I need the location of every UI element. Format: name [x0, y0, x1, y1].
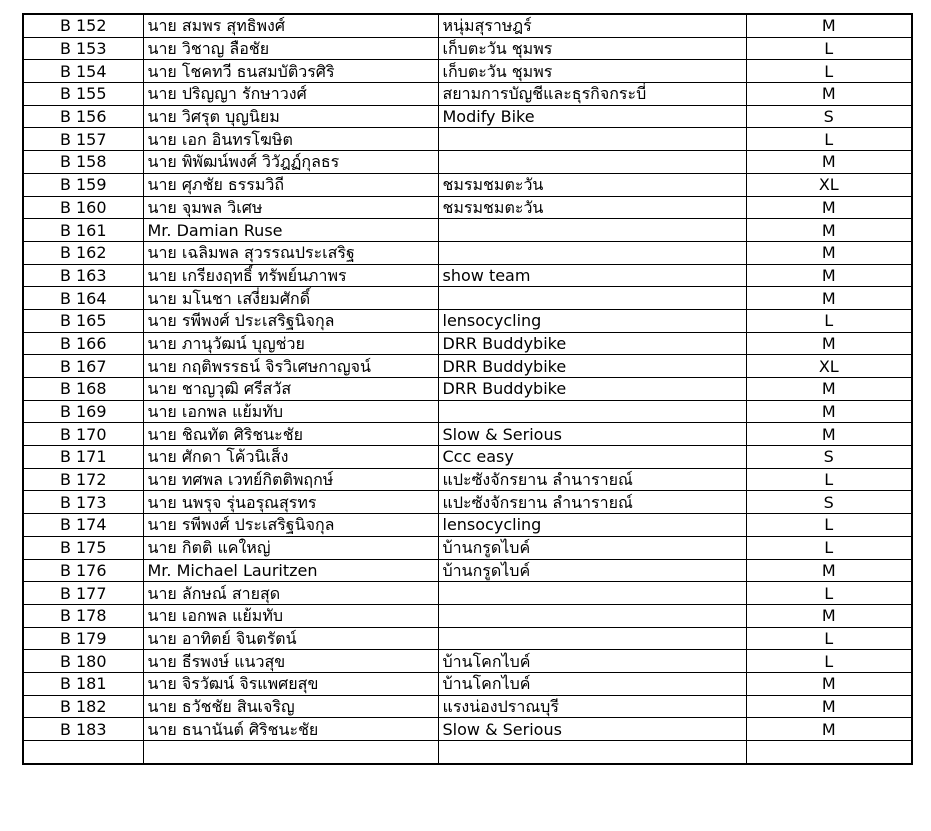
bib-number-cell: B 152	[23, 14, 143, 37]
bib-number-cell: B 166	[23, 332, 143, 355]
table-row	[23, 695, 912, 718]
team-cell: ชมรมชมตะวัน	[438, 173, 746, 196]
team-cell: Slow & Serious	[438, 718, 746, 741]
table-row	[23, 446, 912, 469]
shirt-size-cell: M	[746, 287, 912, 310]
team-cell: บ้านโคกไบค์	[438, 672, 746, 695]
bib-number-cell: B 183	[23, 718, 143, 741]
rider-name-cell: นาย ทศพล เวทย์กิตติพฤกษ์	[143, 468, 438, 491]
table-row	[23, 83, 912, 106]
table-row	[23, 468, 912, 491]
rider-name-cell: นาย เอกพล แย้มทับ	[143, 400, 438, 423]
shirt-size-cell: M	[746, 14, 912, 37]
table-row	[23, 400, 912, 423]
team-cell: แปะซังจักรยาน ลำนารายณ์	[438, 468, 746, 491]
shirt-size-cell: L	[746, 60, 912, 83]
rider-name-cell: นาย ชิณทัต ศิริชนะชัย	[143, 423, 438, 446]
shirt-size-cell: M	[746, 423, 912, 446]
rider-name-cell: นาย ชาญวุฒิ ศรีสวัส	[143, 378, 438, 401]
table-row	[23, 264, 912, 287]
bib-number-cell: B 159	[23, 173, 143, 196]
rider-name-cell: นาย ลักษณ์ สายสุด	[143, 582, 438, 605]
table-row	[23, 718, 912, 741]
table-row	[23, 196, 912, 219]
rider-name-cell: Mr. Michael Lauritzen	[143, 559, 438, 582]
bib-number-cell: B 156	[23, 105, 143, 128]
table-row	[23, 287, 912, 310]
bib-number-cell: B 174	[23, 514, 143, 537]
bib-number-cell: B 180	[23, 650, 143, 673]
bib-number-cell: B 175	[23, 536, 143, 559]
team-cell	[438, 627, 746, 650]
shirt-size-cell	[746, 741, 912, 764]
registration-table	[22, 13, 913, 765]
table-row	[23, 241, 912, 264]
team-cell: หนุ่มสุราษฎร์	[438, 14, 746, 37]
table-row	[23, 423, 912, 446]
shirt-size-cell: M	[746, 378, 912, 401]
team-cell: Modify Bike	[438, 105, 746, 128]
bib-number-cell: B 168	[23, 378, 143, 401]
shirt-size-cell: M	[746, 219, 912, 242]
table-row	[23, 173, 912, 196]
shirt-size-cell: M	[746, 83, 912, 106]
bib-number-cell: B 158	[23, 151, 143, 174]
team-cell	[438, 241, 746, 264]
table-row	[23, 355, 912, 378]
team-cell: บ้านกรูดไบค์	[438, 536, 746, 559]
shirt-size-cell: M	[746, 241, 912, 264]
shirt-size-cell: L	[746, 514, 912, 537]
shirt-size-cell: M	[746, 196, 912, 219]
shirt-size-cell: M	[746, 151, 912, 174]
rider-name-cell: นาย ศักดา โค้วนิเส็ง	[143, 446, 438, 469]
shirt-size-cell: M	[746, 264, 912, 287]
rider-name-cell: นาย เอกพล แย้มทับ	[143, 604, 438, 627]
bib-number-cell: B 157	[23, 128, 143, 151]
table-row	[23, 219, 912, 242]
shirt-size-cell: L	[746, 37, 912, 60]
table-row	[23, 60, 912, 83]
bib-number-cell: B 182	[23, 695, 143, 718]
table-row	[23, 627, 912, 650]
rider-name-cell	[143, 741, 438, 764]
rider-name-cell: นาย มโนชา เสงี่ยมศักดิ์	[143, 287, 438, 310]
table-row	[23, 582, 912, 605]
bib-number-cell: B 154	[23, 60, 143, 83]
shirt-size-cell: S	[746, 105, 912, 128]
table-row	[23, 151, 912, 174]
bib-number-cell: B 165	[23, 309, 143, 332]
bib-number-cell: B 173	[23, 491, 143, 514]
table-row	[23, 309, 912, 332]
team-cell	[438, 151, 746, 174]
bib-number-cell: B 181	[23, 672, 143, 695]
rider-name-cell: นาย รพีพงศ์ ประเสริฐนิจกุล	[143, 309, 438, 332]
bib-number-cell: B 153	[23, 37, 143, 60]
team-cell: เก็บตะวัน ชุมพร	[438, 60, 746, 83]
table-row	[23, 650, 912, 673]
table-row	[23, 128, 912, 151]
team-cell: เก็บตะวัน ชุมพร	[438, 37, 746, 60]
table-row	[23, 604, 912, 627]
bib-number-cell: B 172	[23, 468, 143, 491]
bib-number-cell: B 161	[23, 219, 143, 242]
shirt-size-cell: L	[746, 128, 912, 151]
team-cell: show team	[438, 264, 746, 287]
rider-name-cell: นาย สมพร สุทธิพงศ์	[143, 14, 438, 37]
team-cell: Ccc easy	[438, 446, 746, 469]
bib-number-cell: B 163	[23, 264, 143, 287]
team-cell: lensocycling	[438, 309, 746, 332]
table-row	[23, 332, 912, 355]
shirt-size-cell: L	[746, 650, 912, 673]
bib-number-cell: B 162	[23, 241, 143, 264]
shirt-size-cell: M	[746, 332, 912, 355]
team-cell: DRR Buddybike	[438, 378, 746, 401]
rider-name-cell: Mr. Damian Ruse	[143, 219, 438, 242]
bib-number-cell: B 177	[23, 582, 143, 605]
team-cell: DRR Buddybike	[438, 332, 746, 355]
team-cell	[438, 604, 746, 627]
rider-name-cell: นาย เกรียงฤทธิ์ ทรัพย์นภาพร	[143, 264, 438, 287]
table-row	[23, 559, 912, 582]
shirt-size-cell: L	[746, 627, 912, 650]
shirt-size-cell: L	[746, 536, 912, 559]
shirt-size-cell: L	[746, 309, 912, 332]
team-cell	[438, 582, 746, 605]
rider-name-cell: นาย วิศรุต บุญนิยม	[143, 105, 438, 128]
rider-name-cell: นาย จิรวัฒน์ จิรแพศยสุข	[143, 672, 438, 695]
bib-number-cell: B 178	[23, 604, 143, 627]
team-cell	[438, 128, 746, 151]
rider-name-cell: นาย ศุภชัย ธรรมวิถี	[143, 173, 438, 196]
rider-name-cell: นาย กฤติพรรธน์ จิรวิเศษกาญจน์	[143, 355, 438, 378]
rider-name-cell: นาย นพรุจ รุ่นอรุณสุรทร	[143, 491, 438, 514]
table-row	[23, 14, 912, 37]
table-row	[23, 378, 912, 401]
shirt-size-cell: L	[746, 582, 912, 605]
table-row	[23, 741, 912, 764]
shirt-size-cell: M	[746, 559, 912, 582]
bib-number-cell: B 160	[23, 196, 143, 219]
rider-name-cell: นาย ธีรพงษ์ แนวสุข	[143, 650, 438, 673]
rider-name-cell: นาย รพีพงศ์ ประเสริฐนิจกุล	[143, 514, 438, 537]
shirt-size-cell: XL	[746, 173, 912, 196]
team-cell: lensocycling	[438, 514, 746, 537]
shirt-size-cell: S	[746, 446, 912, 469]
team-cell: สยามการบัญชีและธุรกิจกระบี่	[438, 83, 746, 106]
bib-number-cell: B 179	[23, 627, 143, 650]
bib-number-cell: B 171	[23, 446, 143, 469]
rider-name-cell: นาย ปริญญา รักษาวงศ์	[143, 83, 438, 106]
rider-name-cell: นาย โชคทวี ธนสมบัติวรศิริ	[143, 60, 438, 83]
team-cell	[438, 400, 746, 423]
bib-number-cell: B 170	[23, 423, 143, 446]
bib-number-cell: B 155	[23, 83, 143, 106]
table-body	[23, 14, 912, 764]
rider-name-cell: นาย เฉลิมพล สุวรรณประเสริฐ	[143, 241, 438, 264]
rider-name-cell: นาย กิตติ แคใหญ่	[143, 536, 438, 559]
table-row	[23, 536, 912, 559]
shirt-size-cell: M	[746, 400, 912, 423]
bib-number-cell: B 169	[23, 400, 143, 423]
bib-number-cell	[23, 741, 143, 764]
shirt-size-cell: M	[746, 695, 912, 718]
shirt-size-cell: L	[746, 468, 912, 491]
rider-name-cell: นาย ธวัชชัย สินเจริญ	[143, 695, 438, 718]
team-cell: บ้านกรูดไบค์	[438, 559, 746, 582]
rider-name-cell: นาย ธนานันต์ ศิริชนะชัย	[143, 718, 438, 741]
team-cell: แรงน่องปราณบุรี	[438, 695, 746, 718]
shirt-size-cell: M	[746, 718, 912, 741]
bib-number-cell: B 176	[23, 559, 143, 582]
team-cell: DRR Buddybike	[438, 355, 746, 378]
rider-name-cell: นาย ภานุวัฒน์ บุญช่วย	[143, 332, 438, 355]
shirt-size-cell: S	[746, 491, 912, 514]
shirt-size-cell: M	[746, 604, 912, 627]
table-row	[23, 105, 912, 128]
bib-number-cell: B 167	[23, 355, 143, 378]
table-row	[23, 672, 912, 695]
shirt-size-cell: M	[746, 672, 912, 695]
table-row	[23, 37, 912, 60]
team-cell: ชมรมชมตะวัน	[438, 196, 746, 219]
table-row	[23, 491, 912, 514]
team-cell	[438, 741, 746, 764]
rider-name-cell: นาย วิชาญ ลือชัย	[143, 37, 438, 60]
shirt-size-cell: XL	[746, 355, 912, 378]
rider-name-cell: นาย พิพัฒน์พงศ์ วิวัฎฏ์กุลธร	[143, 151, 438, 174]
rider-name-cell: นาย อาทิตย์ จินตรัตน์	[143, 627, 438, 650]
team-cell	[438, 287, 746, 310]
team-cell: บ้านโคกไบค์	[438, 650, 746, 673]
table-row	[23, 514, 912, 537]
team-cell: แปะซังจักรยาน ลำนารายณ์	[438, 491, 746, 514]
team-cell	[438, 219, 746, 242]
rider-name-cell: นาย เอก อินทรโฆษิต	[143, 128, 438, 151]
team-cell: Slow & Serious	[438, 423, 746, 446]
rider-name-cell: นาย จุมพล วิเศษ	[143, 196, 438, 219]
bib-number-cell: B 164	[23, 287, 143, 310]
